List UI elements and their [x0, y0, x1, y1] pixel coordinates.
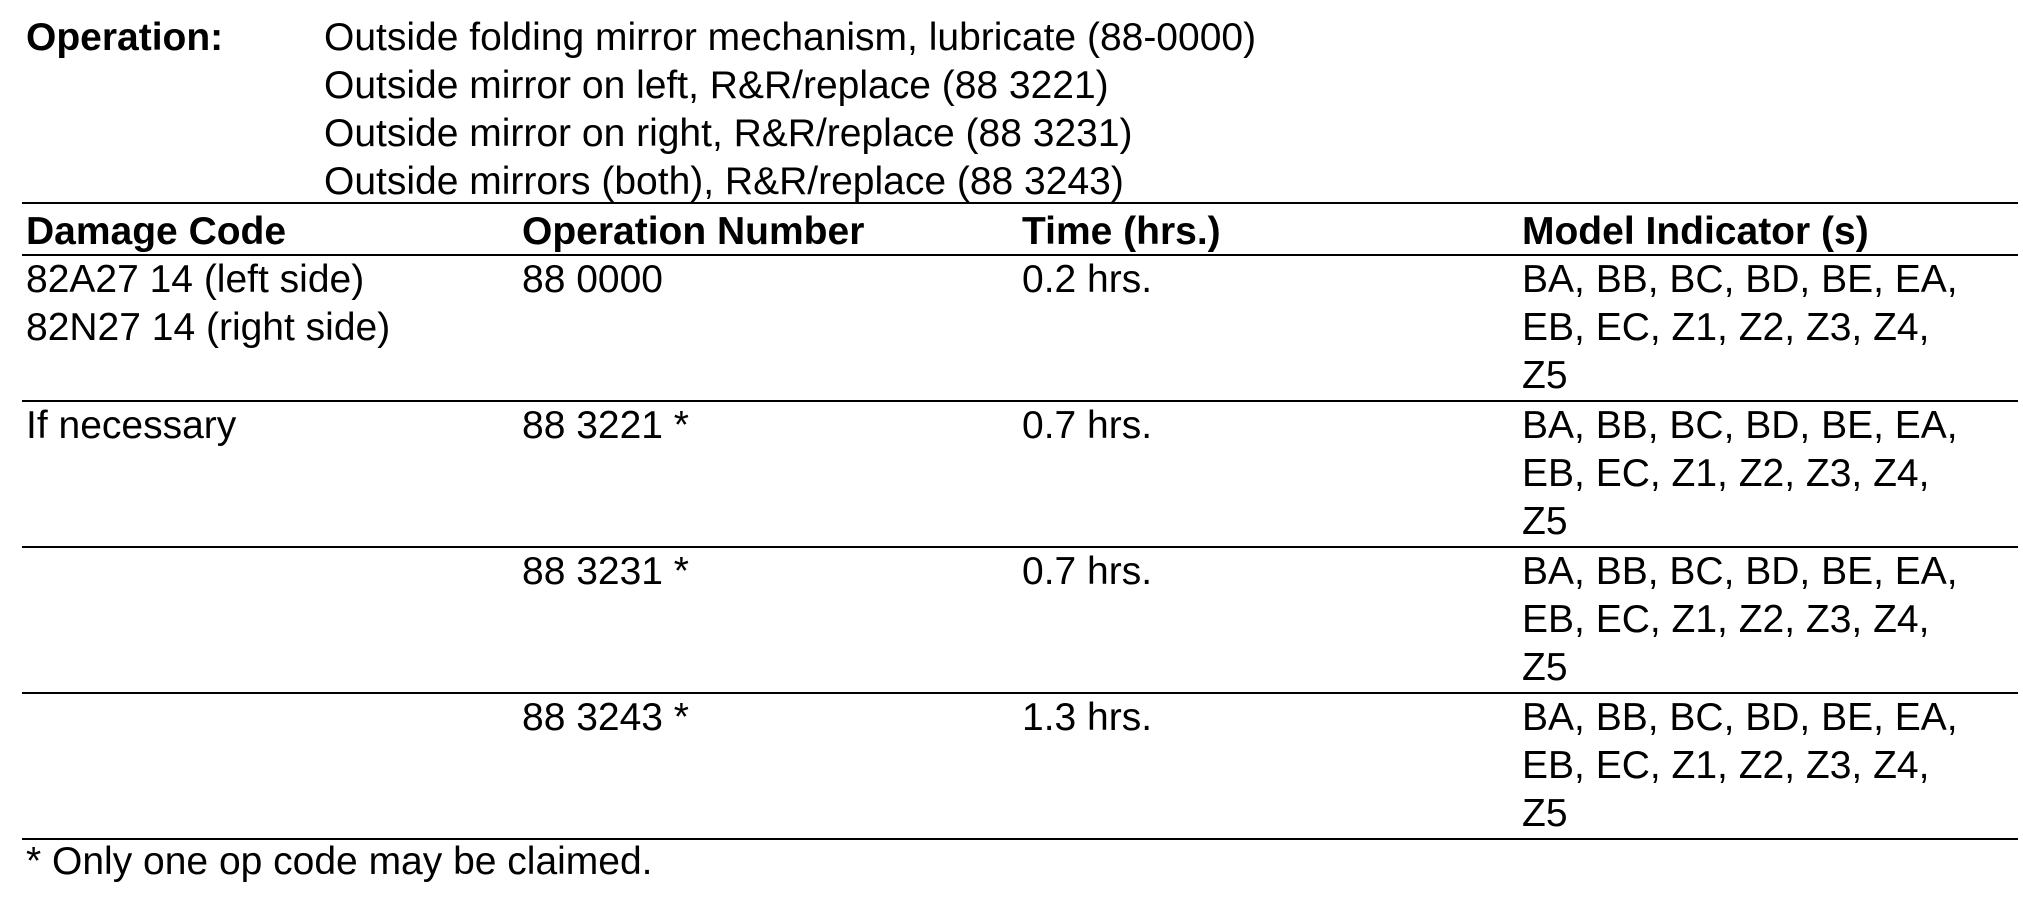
model-indicator-line: Z5	[1522, 646, 1568, 689]
operation-number: 88 0000	[522, 258, 663, 301]
header-model-indicator: Model Indicator (s)	[1522, 210, 1869, 253]
model-indicator-line: EB, EC, Z1, Z2, Z3, Z4,	[1522, 744, 1930, 787]
operation-line: Outside folding mirror mechanism, lubricate (88-0000)	[324, 16, 1257, 59]
time-hours: 1.3 hrs.	[1022, 696, 1153, 739]
operation-line: Outside mirror on left, R&R/replace (88 3221)	[324, 64, 1109, 107]
operation-line: Outside mirror on right, R&R/replace (88 3231)	[324, 112, 1133, 155]
model-indicator-line: BA, BB, BC, BD, BE, EA,	[1522, 404, 1958, 447]
model-indicator-line: EB, EC, Z1, Z2, Z3, Z4,	[1522, 306, 1930, 349]
damage-code-cell	[26, 256, 390, 352]
model-indicator-line: BA, BB, BC, BD, BE, EA,	[1522, 258, 1958, 301]
header-damage-code: Damage Code	[26, 210, 287, 253]
model-indicator-line: BA, BB, BC, BD, BE, EA,	[1522, 696, 1958, 739]
damage-code: If necessary	[26, 404, 237, 447]
operation-description	[324, 14, 1256, 206]
model-indicator-line: Z5	[1522, 354, 1568, 397]
model-indicator-line: EB, EC, Z1, Z2, Z3, Z4,	[1522, 452, 1930, 495]
damage-code-cell	[26, 402, 236, 450]
time-hours: 0.2 hrs.	[1022, 258, 1153, 301]
operation-number: 88 3231 *	[522, 550, 689, 593]
table-rule	[22, 202, 2018, 204]
model-indicator-line: Z5	[1522, 500, 1568, 543]
model-indicator-cell	[1522, 548, 2012, 692]
damage-code: 82N27 14 (right side)	[26, 306, 391, 349]
time-hours: 0.7 hrs.	[1022, 404, 1153, 447]
model-indicator-cell	[1522, 402, 2012, 546]
header-time: Time (hrs.)	[1022, 210, 1221, 253]
header-operation-number: Operation Number	[522, 210, 865, 253]
operation-number: 88 3243 *	[522, 696, 689, 739]
time-hours: 0.7 hrs.	[1022, 550, 1153, 593]
model-indicator-line: BA, BB, BC, BD, BE, EA,	[1522, 550, 1958, 593]
operation-line: Outside mirrors (both), R&R/replace (88 3243)	[324, 160, 1124, 203]
model-indicator-line: EB, EC, Z1, Z2, Z3, Z4,	[1522, 598, 1930, 641]
model-indicator-line: Z5	[1522, 792, 1568, 835]
model-indicator-cell	[1522, 256, 2012, 400]
damage-code: 82A27 14 (left side)	[26, 258, 365, 301]
operation-label: Operation:	[26, 16, 224, 59]
footnote: * Only one op code may be claimed.	[26, 840, 653, 883]
model-indicator-cell	[1522, 694, 2012, 838]
operation-number: 88 3221 *	[522, 404, 689, 447]
